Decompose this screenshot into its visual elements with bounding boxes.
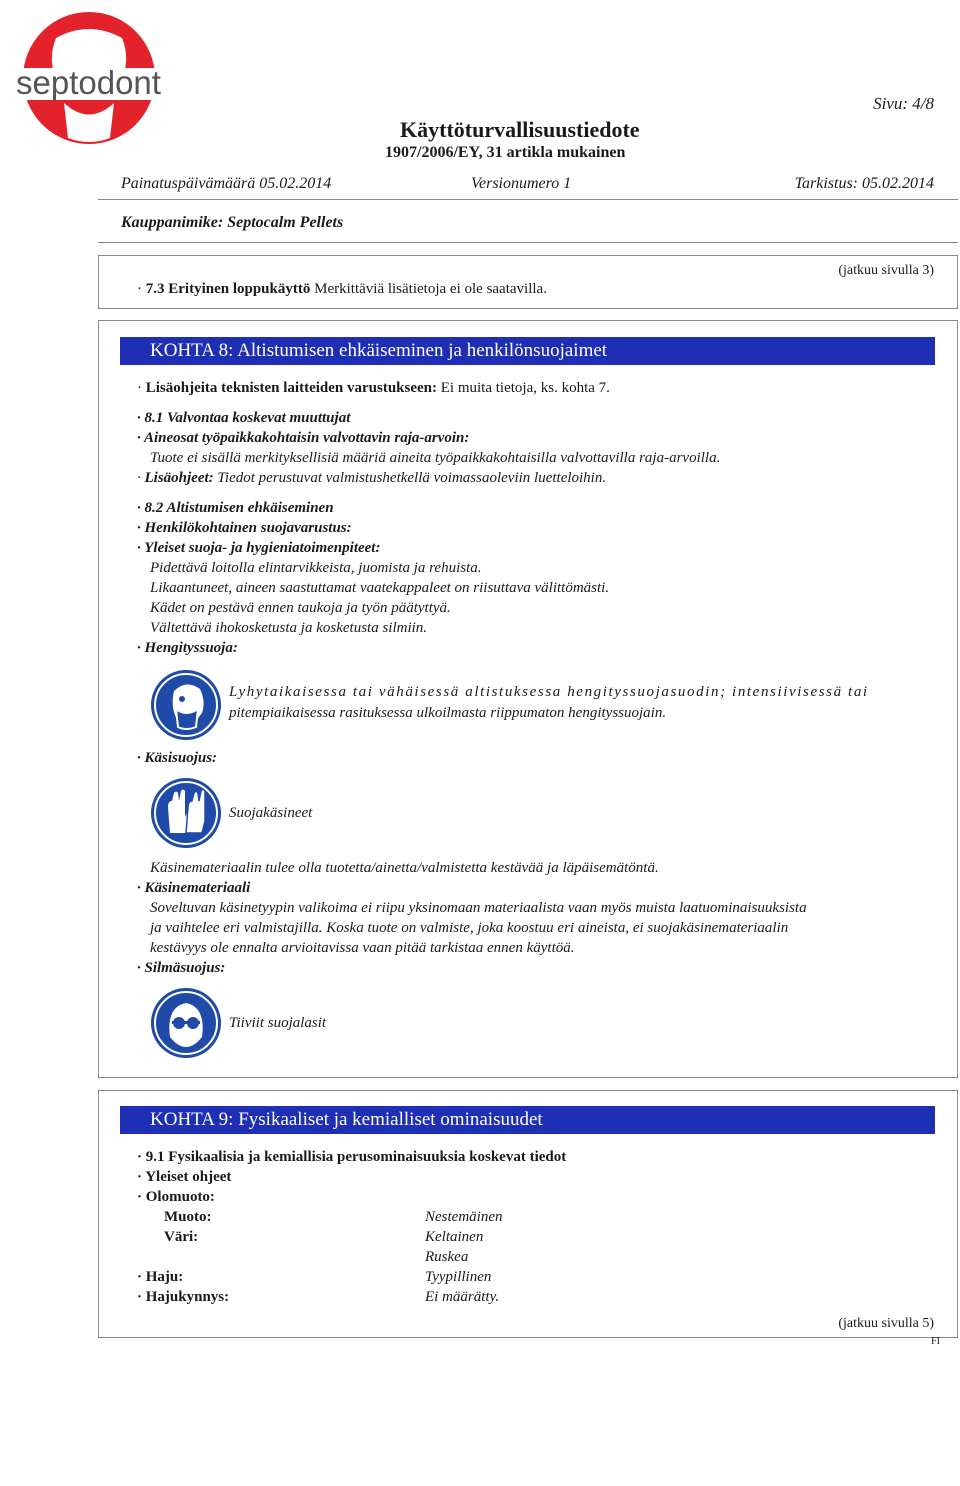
color-label: Väri: (164, 1229, 199, 1245)
document-title: Käyttöturvallisuustiedote (400, 117, 640, 142)
general-label-text: Yleiset ohjeet (145, 1169, 232, 1185)
hygiene-label-text: Yleiset suoja- ja hygieniatoimenpiteet: (144, 540, 381, 556)
print-date: Painatuspäivämäärä 05.02.2014 (121, 175, 332, 192)
hygiene-line: Vältettävä ihokosketusta ja kosketusta silmiin. (150, 620, 428, 636)
odor-label: · Haju: (137, 1269, 184, 1285)
material-line: kestävyys ole ennalta arvioitavissa vaan pitää tarkistaa ennen käyttöä. (150, 940, 575, 956)
color-value-1: Keltainen (425, 1229, 484, 1245)
header-divider-2 (98, 242, 958, 243)
eye-label-text: Silmäsuojus: (144, 960, 226, 976)
ppe-label-text: Henkilökohtainen suojavarustus: (144, 520, 352, 536)
s91-title-text: 9.1 Fysikaalisia ja kemiallisia perusominaisuuksia koskevat tiedot (145, 1149, 567, 1165)
logo-wordmark: septodont (16, 64, 161, 101)
limit-label: · Aineosat työpaikkakohtaisin valvottavin raja-arvoin: (137, 430, 470, 446)
septodont-logo (14, 8, 164, 148)
threshold-label: · Hajukynnys: (137, 1289, 230, 1305)
document-subtitle: 1907/2006/EY, 31 artikla mukainen (385, 144, 626, 161)
general-label: · Yleiset ohjeet (137, 1169, 232, 1185)
material-label: · Käsinemateriaali (137, 880, 251, 896)
s82-title-text: 8.2 Altistumisen ehkäiseminen (144, 500, 334, 516)
resp-text-2: pitempiaikaisessa rasituksessa ulkoilmasta riippumaton hengityssuojain. (229, 705, 667, 721)
continued-to: (jatkuu sivulla 5) (838, 1316, 934, 1331)
tech-line: · Lisäohjeita teknisten laitteiden varustukseen: Ei muita tietoja, ks. kohta 7. (137, 380, 610, 396)
revision-date: Tarkistus: 05.02.2014 (794, 175, 934, 192)
limit-text: Tuote ei sisällä merkityksellisiä määriä aineita työpaikkakohtaisilla valvottavilla raja-arvoilla. (150, 450, 721, 466)
extra-line: · Lisäohjeet: Tiedot perustuvat valmistushetkellä voimassaoleviin luetteloihin. (137, 470, 607, 486)
s81-title-text: 8.1 Valvontaa koskevat muuttujat (144, 410, 351, 426)
odor-value: Tyypillinen (425, 1269, 492, 1285)
color-value-2: Ruskea (425, 1249, 469, 1265)
hand-label: · Käsisuojus: (137, 750, 218, 766)
tech-label: Lisäohjeita teknisten laitteiden varustukseen: (145, 380, 438, 396)
section-7-3-text: Merkittäviä lisätietoja ei ole saatavilla. (314, 281, 547, 297)
hand-label-text: Käsisuojus: (144, 750, 218, 766)
s81-title: · 8.1 Valvontaa koskevat muuttujat (137, 410, 351, 426)
extra-label: Lisäohjeet: (144, 470, 214, 486)
material-label-text: Käsinemateriaali (144, 880, 251, 896)
resp-text-1: Lyhytaikaisessa tai vähäisessä altistuksessa hengityssuojasuodin; intensiivisessä tai (229, 684, 869, 700)
resp-label: · Hengityssuoja: (137, 640, 238, 656)
threshold-label-text: Hajukynnys: (145, 1289, 230, 1305)
state-label: · Olomuoto: (137, 1189, 215, 1205)
material-line: ja vaihtelee eri valmistajilla. Koska tuote on valmiste, joka koostuu eri aineista, ei suojakäsinemateriaalin (150, 920, 789, 936)
s91-title: · 9.1 Fysikaalisia ja kemiallisia perusominaisuuksia koskevat tiedot (137, 1149, 567, 1165)
gloves-icon (150, 777, 222, 849)
continued-from: (jatkuu sivulla 3) (838, 263, 934, 278)
eye-text: Tiiviit suojalasit (229, 1015, 327, 1031)
hygiene-line: Kädet on pestävä ennen taukoja ja työn päätyttyä. (150, 600, 451, 616)
header-divider (98, 199, 958, 200)
threshold-value: Ei määrätty. (425, 1289, 500, 1305)
goggles-icon (150, 987, 222, 1059)
version-number: Versionumero 1 (471, 175, 572, 192)
s82-title: · 8.2 Altistumisen ehkäiseminen (137, 500, 334, 516)
material-line: Soveltuvan käsinetyypin valikoima ei riipu yksinomaan materiaalista vaan myös muista laatuominaisuuksista (150, 900, 807, 916)
tech-text: Ei muita tietoja, ks. kohta 7. (440, 380, 610, 396)
respirator-icon (150, 669, 222, 741)
section-9-heading: KOHTA 9: Fysikaaliset ja kemialliset ominaisuudet (120, 1106, 935, 1134)
hygiene-line: Likaantuneet, aineen saastuttamat vaatekappaleet on riisuttava välittömästi. (150, 580, 610, 596)
section-8-heading: KOHTA 8: Altistumisen ehkäiseminen ja henkilönsuojaimet (120, 337, 935, 365)
section-7-3-label: · 7.3 Erityinen loppukäyttö Merkittäviä lisätietoja ei ole saatavilla. (137, 281, 547, 297)
odor-label-text: Haju: (145, 1269, 184, 1285)
limit-label-text: Aineosat työpaikkakohtaisin valvottavin raja-arvoin: (143, 430, 470, 446)
extra-text: Tiedot perustuvat valmistushetkellä voimassaoleviin luetteloihin. (217, 470, 607, 486)
hygiene-label: · Yleiset suoja- ja hygieniatoimenpiteet: (137, 540, 381, 556)
trade-name: Kauppanimike: Septocalm Pellets (121, 214, 344, 231)
eye-label: · Silmäsuojus: (137, 960, 226, 976)
form-value: Nestemäinen (425, 1209, 503, 1225)
page-number: Sivu: 4/8 (873, 94, 934, 113)
section-7-3-title: 7.3 Erityinen loppukäyttö (145, 281, 311, 297)
ppe-label: · Henkilökohtainen suojavarustus: (137, 520, 352, 536)
hygiene-line: Pidettävä loitolla elintarvikkeista, juomista ja rehuista. (150, 560, 482, 576)
hand-note: Käsinemateriaalin tulee olla tuotetta/ainetta/valmistetta kestävää ja läpäisemätöntä. (150, 860, 659, 876)
hand-text: Suojakäsineet (229, 805, 313, 821)
language-code: FI (931, 1336, 940, 1347)
form-label: Muoto: (164, 1209, 212, 1225)
resp-label-text: Hengityssuoja: (144, 640, 238, 656)
state-label-text: Olomuoto: (145, 1189, 215, 1205)
